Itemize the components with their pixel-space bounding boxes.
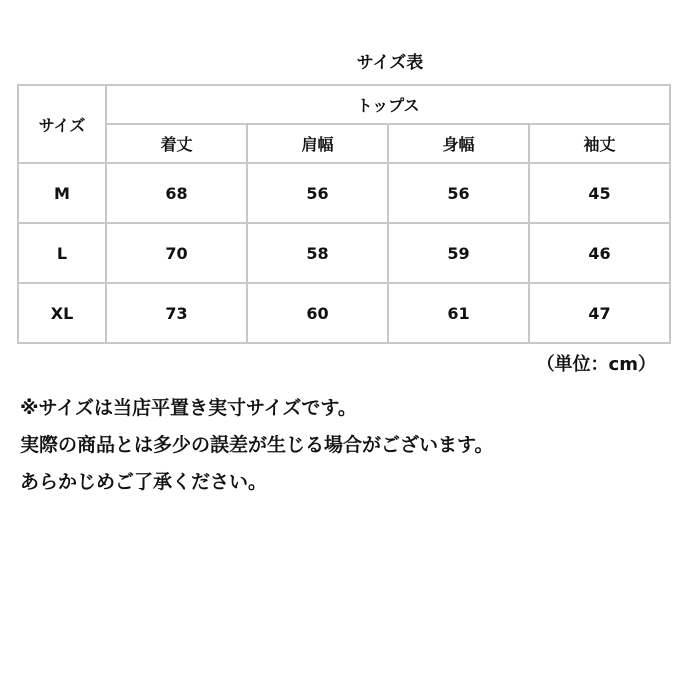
notes-block [20, 390, 493, 501]
unit-note: （単位：cm） [536, 354, 656, 375]
table-cell: 60 [247, 283, 388, 343]
size-header-cell: サイズ [18, 85, 106, 163]
size-table [17, 84, 671, 344]
table-cell: 70 [106, 223, 247, 283]
table-cell: 68 [106, 163, 247, 223]
group-header-cell: トップス [106, 85, 670, 124]
table-cell: 56 [247, 163, 388, 223]
page-title: サイズ表 [356, 53, 424, 73]
table-cell: 47 [529, 283, 670, 343]
column-header-cell: 身幅 [388, 124, 529, 163]
table-cell: 58 [247, 223, 388, 283]
table-cell: 56 [388, 163, 529, 223]
table-row [18, 163, 670, 223]
table-cell: 46 [529, 223, 670, 283]
note-line: 実際の商品とは多少の誤差が生じる場合がございます。 [20, 434, 494, 456]
table-cell: 73 [106, 283, 247, 343]
note-line: ※サイズは当店平置き実寸サイズです。 [20, 397, 357, 419]
column-header-cell: 着丈 [106, 124, 247, 163]
column-header-row [18, 124, 670, 163]
column-header-cell: 肩幅 [247, 124, 388, 163]
note-line: あらかじめご了承ください。 [20, 471, 268, 493]
table-cell: 45 [529, 163, 670, 223]
table-cell: 61 [388, 283, 529, 343]
table-row [18, 283, 670, 343]
table-row [18, 223, 670, 283]
size-label-cell: M [18, 163, 106, 223]
table-cell: 59 [388, 223, 529, 283]
table-header-row [18, 85, 670, 124]
size-label-cell: L [18, 223, 106, 283]
size-label-cell: XL [18, 283, 106, 343]
column-header-cell: 袖丈 [529, 124, 670, 163]
